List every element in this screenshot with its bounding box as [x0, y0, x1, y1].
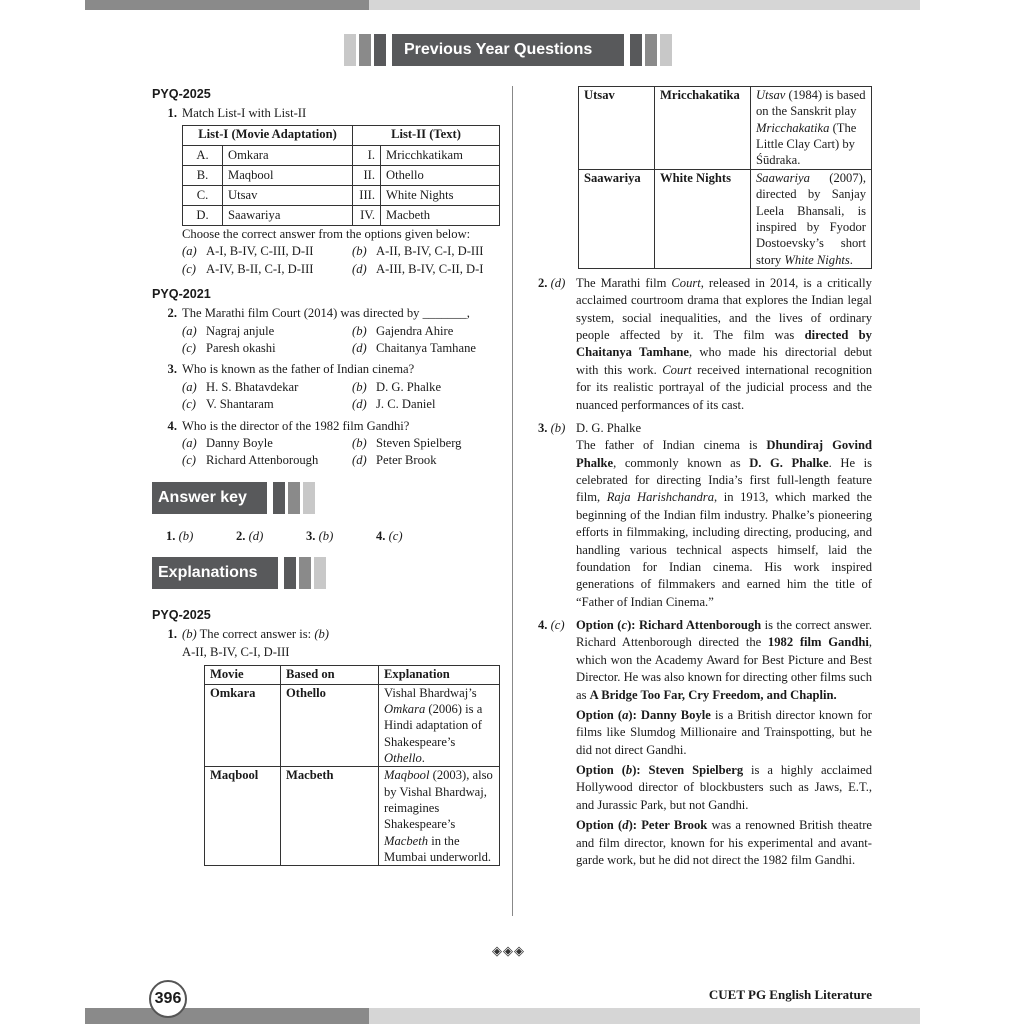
table-header: Based on [281, 666, 379, 684]
row-letter: A. [183, 145, 223, 165]
option-letter: (b) [352, 435, 367, 450]
text-bold: ): Steven Spielberg [632, 763, 744, 778]
explanation-text [576, 275, 872, 414]
para-option-a [576, 707, 872, 759]
explanation-4 [538, 617, 872, 869]
explanation-number: 2. [538, 275, 548, 290]
option-text: D. G. Phalke [376, 379, 442, 394]
answer-letter: (d) [248, 528, 264, 543]
option [352, 435, 502, 452]
text-part: , commonly known as [613, 455, 750, 470]
heading-stripe [314, 557, 326, 589]
option-letter: (b) [352, 379, 367, 394]
answer-letter: (c) [550, 618, 565, 633]
top-decor-bar [85, 0, 920, 10]
question-text: Who is the director of the 1982 film Gandhi? [182, 418, 410, 433]
table-header: List-II (Text) [353, 125, 500, 145]
table-row [183, 165, 500, 185]
section-title: Explanations [152, 557, 278, 589]
banner-stripe [374, 34, 386, 66]
bottom-decor-bar [85, 1008, 920, 1024]
explanation-2 [538, 275, 872, 414]
option-letter: (a) [182, 244, 197, 259]
choose-instruction: Choose the correct answer from the options given below: [182, 226, 471, 241]
explanation-number: 1. [167, 627, 177, 642]
table-row [205, 684, 500, 767]
row-text: Othello [381, 165, 500, 185]
explanation-table [204, 665, 500, 866]
option-letter: (d) [352, 341, 367, 355]
answer-sentence: The correct answer is: [199, 627, 312, 642]
row-letter: C. [183, 185, 223, 205]
explanation-number: 3. [538, 420, 548, 435]
footer-title: CUET PG English Literature [708, 987, 872, 1002]
text-italic: d [622, 818, 629, 833]
question-text: Who is known as the father of Indian cinema? [182, 362, 415, 377]
explanations-heading [152, 557, 502, 589]
text-bold: A Bridge Too Far, Cry Freedom, and Chaplin. [589, 687, 837, 702]
exp-italic: Macbeth [384, 833, 429, 848]
option-text: H. S. Bhatavdekar [206, 379, 299, 394]
option [182, 261, 352, 278]
table-header: Explanation [379, 666, 500, 684]
exp-part: in the Mumbai underworld. [384, 833, 492, 865]
option-text: Gajendra Ahire [376, 323, 454, 338]
text-part: , released in 2014, is a critically acclaimed courtroom drama that explores the Indian legal system, social inequalities, and the lives of ordinary people affected by it. The film was [576, 275, 872, 343]
cell-movie: Utsav [579, 87, 655, 170]
text-bold: Option ( [576, 818, 623, 833]
option-text: Paresh okashi [206, 341, 276, 355]
heading-stripe [288, 482, 300, 514]
table-row [183, 185, 500, 205]
exp-part: . [849, 252, 853, 267]
cell-movie: Saawariya [579, 169, 655, 268]
option-text: A-I, B-IV, C-III, D-II [206, 244, 314, 259]
option-letter: (c) [182, 341, 196, 355]
text-italic: a [622, 707, 629, 722]
question-number: 1. [167, 106, 177, 121]
page-banner [344, 34, 675, 66]
exp-italic: White Nights [784, 252, 850, 267]
answer-head: D. G. Phalke [576, 420, 642, 435]
explanation-marker [538, 420, 576, 611]
option [352, 340, 502, 357]
explanation-marker [538, 617, 576, 869]
row-roman: I. [353, 145, 381, 165]
explanation-text [576, 617, 872, 869]
text-italic: Court [671, 275, 701, 290]
page-number: 396 [149, 980, 187, 1018]
answer-letter: (b) [314, 627, 329, 642]
cell-explanation [379, 684, 500, 767]
row-roman: III. [353, 185, 381, 205]
explanation-text [576, 420, 872, 611]
option [352, 452, 502, 469]
diamond-ornament-icon: ◈◈◈ [492, 943, 525, 958]
cell-explanation [379, 767, 500, 866]
row-movie: Saawariya [223, 205, 353, 225]
option-letter: (d) [352, 397, 367, 412]
exp-part: (The Little Clay Cart) by Śūdraka. [756, 120, 857, 168]
answer-match: A-II, B-IV, C-I, D-III [182, 644, 290, 659]
option-text: J. C. Daniel [376, 397, 436, 412]
option-letter: (a) [182, 435, 197, 450]
text-italic: Court [662, 362, 692, 377]
heading-stripe [299, 557, 311, 589]
option-text: A-II, B-IV, C-I, D-III [376, 244, 484, 259]
row-text: Macbeth [381, 205, 500, 225]
pyq-2025-label: PYQ-2025 [152, 87, 211, 101]
cell-explanation [751, 87, 872, 170]
answer-key-item [306, 528, 376, 545]
exp-part: (1984) is based on the Sanskrit play [756, 88, 866, 119]
option-text: Danny Boyle [206, 435, 273, 450]
exp-part: (2006) is a Hindi adaptation of Shakespeare’s [384, 701, 483, 749]
text-bold: 1982 film Gandhi [767, 635, 869, 650]
option-text: A-IV, B-II, C-I, D-III [206, 261, 314, 276]
heading-stripe [303, 482, 315, 514]
text-bold: Option ( [576, 763, 626, 778]
row-movie: Maqbool [223, 165, 353, 185]
option [352, 379, 502, 396]
banner-stripe [344, 34, 356, 66]
answer-letter: (b) [182, 627, 197, 642]
row-movie: Utsav [223, 185, 353, 205]
row-roman: II. [353, 165, 381, 185]
option [182, 435, 352, 452]
option-letter: (b) [352, 323, 367, 338]
text-part: was a renowned British theatre and film director, known for his experimental and avant-garde work, but he did not direct the 1982 film Gandhi. [576, 818, 872, 867]
question-number: 2. [167, 306, 177, 321]
right-column [538, 86, 872, 869]
text-part: , in 1913, which marked the beginning of the Indian film industry. Phalke’s pioneering efforts in filmmaking, including directing, producing, and handling various technical aspects himself, laid the foundation for Indian cinema. His work inspired generations of filmmakers and earned him the title of “Father of Indian Cinema.” [576, 490, 872, 609]
option [352, 261, 502, 278]
row-movie: Omkara [223, 145, 353, 165]
table-header: List-I (Movie Adaptation) [183, 125, 353, 145]
text-bold: directed by Chaitanya Tamhane [576, 328, 872, 360]
option-text: Peter Brook [376, 453, 437, 468]
answer-letter: (d) [550, 275, 566, 290]
para-option-b [576, 762, 872, 814]
row-letter: D. [183, 205, 223, 225]
text-bold: ): Peter Brook [628, 818, 708, 833]
text-bold: ): Danny Boyle [628, 707, 711, 722]
text-italic: c [621, 618, 628, 633]
text-bold: Dhundiraj Govind Phalke [576, 438, 872, 470]
cell-based: Macbeth [281, 767, 379, 866]
cell-based: Othello [281, 684, 379, 767]
answer-num: 1. [166, 528, 176, 543]
answer-letter: (b) [178, 528, 194, 543]
option-letter: (c) [182, 453, 196, 468]
answer-letter: (b) [318, 528, 334, 543]
cell-movie: Maqbool [205, 767, 281, 866]
text-bold: D. G. Phalke [749, 455, 829, 470]
option-letter: (b) [352, 244, 367, 259]
option-letter: (c) [182, 261, 196, 276]
cell-based: White Nights [655, 169, 751, 268]
banner-stripe [630, 34, 642, 66]
option-letter: (c) [182, 397, 196, 412]
exp-italic: Saawariya [756, 170, 810, 185]
option-text: Nagraj anjule [206, 323, 275, 338]
option [352, 323, 502, 340]
exp-italic: Utsav [756, 88, 786, 102]
match-table [182, 125, 500, 226]
section-title: Answer key [152, 482, 267, 514]
table-row [183, 205, 500, 225]
option-text: Richard Attenborough [206, 453, 319, 468]
options-q2 [152, 323, 502, 358]
option [352, 243, 502, 260]
explanation-marker [538, 275, 576, 414]
question-text: The Marathi film Court (2014) was directed by _______, [182, 306, 470, 321]
exp-italic: Omkara [384, 701, 426, 716]
answer-key-item [376, 528, 446, 545]
text-part: . He is celebrated for directing India’s first full-length feature film, [576, 455, 873, 505]
option [352, 396, 502, 413]
table-row [579, 87, 872, 170]
text-part: is a highly acclaimed Hollywood director of blockbusters such as Jaws, E.T., and Jurassic Park, but not Gandhi. [576, 763, 872, 812]
text-part: , who made his directorial debut with this work. [576, 345, 872, 377]
answer-num: 3. [306, 528, 316, 543]
answer-key-list [152, 528, 502, 545]
option-text: V. Shantaram [206, 397, 274, 412]
text-bold: Option ( [576, 707, 623, 722]
options-q1 [152, 243, 502, 278]
text-part: The father of Indian cinema is [576, 438, 767, 453]
answer-key-item [236, 528, 306, 545]
exp-italic: Othello [384, 750, 422, 765]
question-3 [152, 361, 502, 378]
heading-stripe [273, 482, 285, 514]
banner-stripe [660, 34, 672, 66]
cell-based: Mricchakatika [655, 87, 751, 170]
option [182, 379, 352, 396]
text-part: is a British director known for films like Slumdog Millionaire and Trainspotting, but he did not direct Gandhi. [576, 707, 873, 757]
option-text: A-III, B-IV, C-II, D-I [376, 261, 484, 276]
banner-stripe [359, 34, 371, 66]
option-letter: (d) [352, 453, 367, 468]
option [182, 452, 352, 469]
row-letter: B. [183, 165, 223, 185]
text-bold: ): Richard Attenborough [627, 618, 762, 633]
answer-num: 4. [376, 528, 386, 543]
option [182, 396, 352, 413]
text-italic: Raja Harishchandra [606, 490, 715, 505]
para-correct [576, 618, 872, 702]
row-text: Mricchkatikam [381, 145, 500, 165]
answer-letter: (c) [388, 528, 403, 543]
explanation-3 [538, 420, 872, 611]
options-q3 [152, 379, 502, 414]
option-text: Steven Spielberg [376, 435, 462, 450]
explanation-text [182, 626, 502, 661]
banner-stripe [645, 34, 657, 66]
banner-title: Previous Year Questions [392, 34, 624, 66]
exp-part: (2003), also by Vishal Bhardwaj, reimagines Shakespeare’s [384, 768, 493, 832]
option-letter: (a) [182, 379, 197, 394]
option [182, 243, 352, 260]
text-bold: Option ( [576, 618, 622, 633]
option [182, 323, 352, 340]
text-part: is the correct answer. [761, 618, 872, 633]
option-text: Chaitanya Tamhane [376, 341, 476, 355]
question-text: Match List-I with List-II [182, 106, 307, 121]
answer-key-item [166, 528, 236, 545]
exp-part: (2007), directed by Sanjay Leela Bhansali, is inspired by Fyodor Dostoevsky’s short story [756, 170, 866, 267]
answer-key-heading [152, 482, 502, 514]
row-text: White Nights [381, 185, 500, 205]
question-number: 3. [167, 362, 177, 377]
table-row [205, 767, 500, 866]
text-part: received international recognition for its realistic portrayal of the judicial process and the nuanced performances of its cast. [576, 362, 872, 412]
cell-movie: Omkara [205, 684, 281, 767]
option [182, 340, 352, 357]
para-option-d [576, 817, 872, 869]
option-letter: (d) [352, 261, 367, 276]
text-italic: b [625, 763, 633, 778]
pyq-2021-label: PYQ-2021 [152, 286, 211, 301]
question-4 [152, 418, 502, 435]
table-row [579, 169, 872, 268]
option-letter: (a) [182, 323, 197, 338]
column-divider [512, 86, 513, 916]
question-number: 4. [167, 418, 177, 433]
question-2 [152, 305, 502, 322]
exp-part: Vishal Bhardwaj’s [384, 685, 477, 700]
answer-num: 2. [236, 528, 246, 543]
left-column [152, 84, 502, 866]
text-part: , which won the Academy Award for Best Picture and Best Director. He was also known for directing other films such as [576, 635, 872, 702]
text-part: Richard Attenborough directed the [576, 635, 768, 650]
options-q4 [152, 435, 502, 470]
text-part: The Marathi film [576, 275, 672, 290]
explanation-table-continued [578, 86, 872, 269]
exp-pyq-2025-label: PYQ-2025 [152, 608, 211, 622]
exp-italic: Mricchakatika [756, 120, 830, 135]
explanation-1 [152, 626, 502, 661]
question-1 [152, 105, 502, 122]
table-header: Movie [205, 666, 281, 684]
heading-stripe [284, 557, 296, 589]
cell-explanation [751, 169, 872, 268]
exp-part: . [421, 750, 425, 765]
table-row [183, 145, 500, 165]
answer-letter: (b) [550, 420, 566, 435]
exp-italic: Maqbool [384, 768, 430, 783]
explanation-number: 4. [538, 618, 548, 633]
row-roman: IV. [353, 205, 381, 225]
